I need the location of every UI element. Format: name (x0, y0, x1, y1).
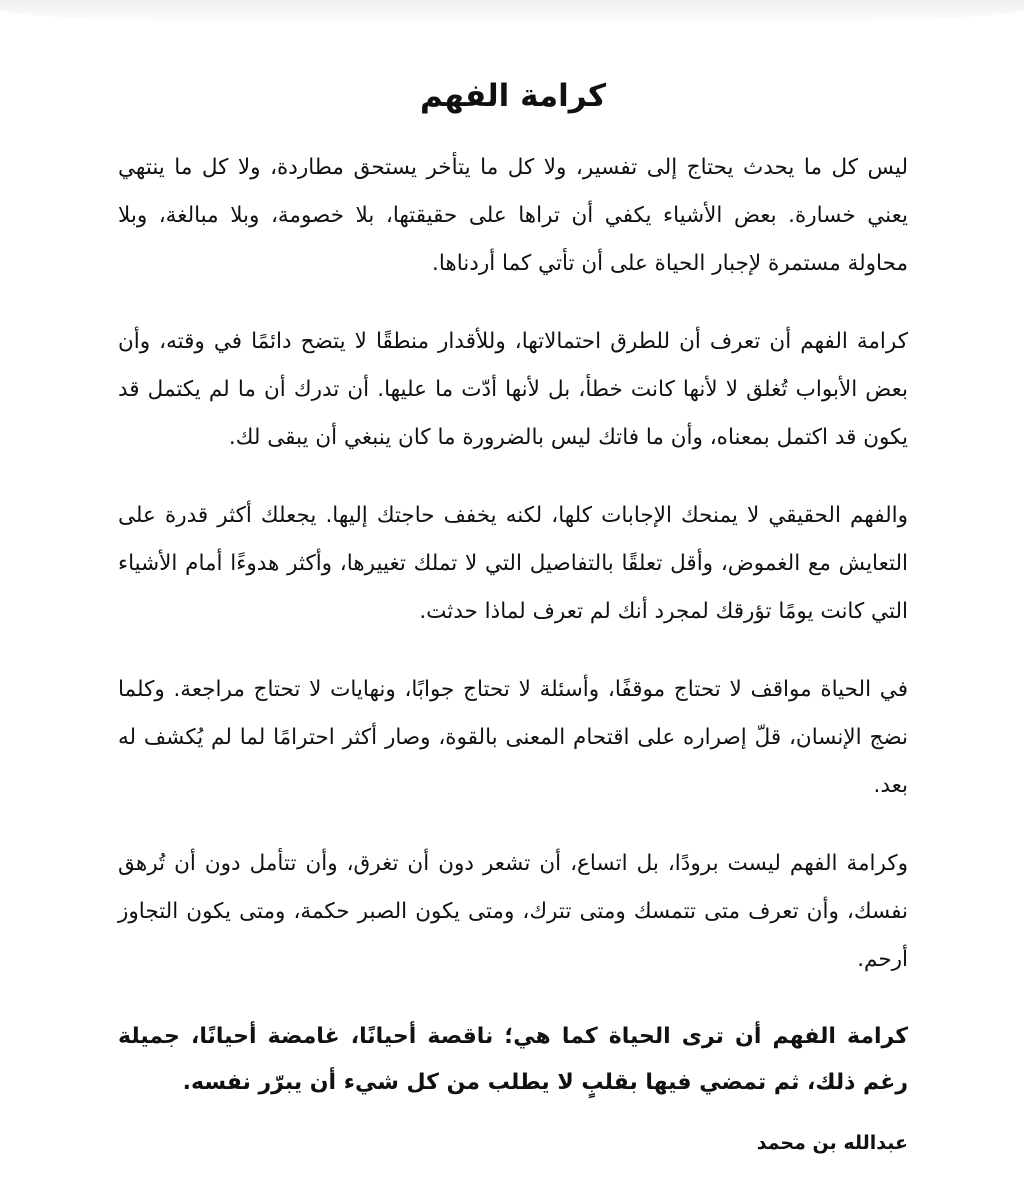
author-signature: عبدالله بن محمد (756, 1132, 908, 1154)
page-top-shadow (0, 0, 1024, 26)
closing-paragraph: كرامة الفهم أن ترى الحياة كما هي؛ ناقصة أحيانًا، غامضة أحيانًا، جميلة رغم ذلك، ثم تمضي فيها بقلبٍ لا يطلب من كل شيء أن يبرّر نفسه. (118, 1024, 908, 1095)
article-body (118, 74, 908, 1158)
paragraph-4: في الحياة مواقف لا تحتاج موقفًا، وأسئلة لا تحتاج جوابًا، ونهايات لا تحتاج مراجعة. وكلما نضج الإنسان، قلّ إصراره على اقتحام المعنى بالقوة، وصار أكثر احترامًا لما لم يُكشف له بعد. (118, 677, 908, 798)
article-title: كرامة الفهم (419, 78, 607, 114)
paragraph-1: ليس كل ما يحدث يحتاج إلى تفسير، ولا كل ما يتأخر يستحق مطاردة، ولا كل ما ينتهي يعني خسارة. بعض الأشياء يكفي أن تراها على حقيقتها، بلا خصومة، وبلا مبالغة، وبلا محاولة مستمرة لإجبار الحياة على أن تأتي كما أردناها. (118, 155, 908, 276)
paragraph-2: كرامة الفهم أن تعرف أن للطرق احتمالاتها، وللأقدار منطقًا لا يتضح دائمًا في وقته، وأن بعض الأبواب تُغلق لا لأنها كانت خطأ، بل لأنها أدّت ما عليها. أن تدرك أن ما لم يكتمل قد يكون قد اكتمل بمعناه، وأن ما فاتك ليس بالضرورة ما كان ينبغي أن يبقى لك. (118, 329, 908, 450)
paragraph-3: والفهم الحقيقي لا يمنحك الإجابات كلها، لكنه يخفف حاجتك إليها. يجعلك أكثر قدرة على التعايش مع الغموض، وأقل تعلقًا بالتفاصيل التي لا تملك تغييرها، وأكثر هدوءًا أمام الأشياء التي كانت يومًا تؤرقك لمجرد أنك لم تعرف لماذا حدثت. (118, 503, 908, 624)
paragraph-5: وكرامة الفهم ليست برودًا، بل اتساع، أن تشعر دون أن تغرق، وأن تتأمل دون أن تُرهق نفسك، وأن تعرف متى تتمسك ومتى تترك، ومتى يكون الصبر حكمة، ومتى يكون التجاوز أرحم. (118, 851, 908, 972)
